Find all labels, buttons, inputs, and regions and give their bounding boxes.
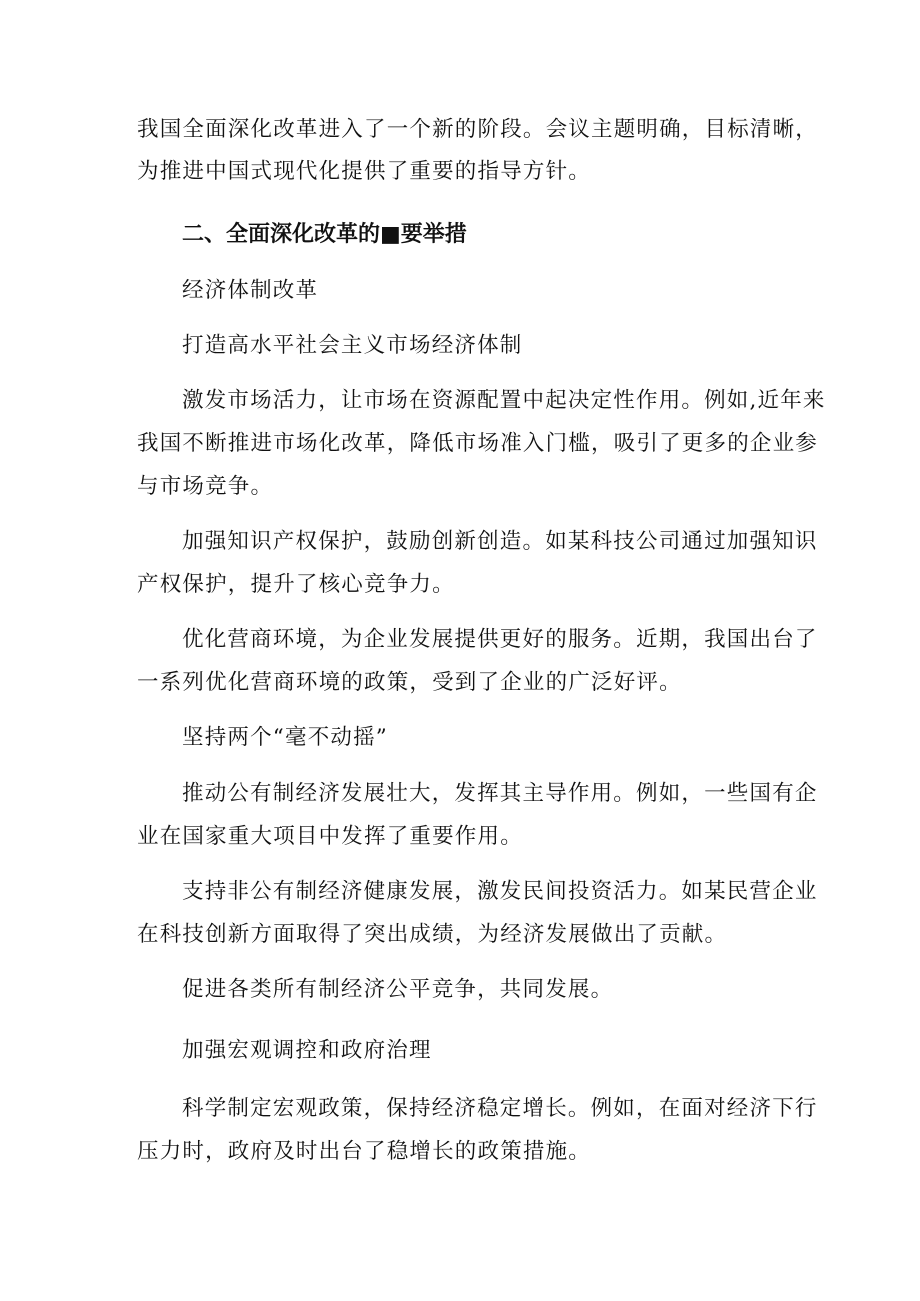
paragraph-line: 在科技创新方面取得了突出成绩，为经济发展做出了贡献。 — [137, 922, 728, 947]
subheading: 加强宏观调控和政府治理 — [182, 1038, 432, 1063]
subheading: 坚持两个“毫不动摇” — [182, 725, 388, 750]
paragraph-line: 科学制定宏观政策，保持经济稳定增长。例如，在面对经济下行 — [182, 1096, 818, 1121]
paragraph-line: 促进各类所有制经济公平竞争，共同发展。 — [182, 977, 614, 1002]
paragraph-line: 业在国家重大项目中发挥了重要作用。 — [137, 824, 523, 849]
section-heading: 二、全面深化改革的■要举措 — [182, 222, 467, 247]
paragraph-line: 与市场竞争。 — [137, 474, 274, 499]
paragraph-line: 为推进中国式现代化提供了重要的指导方针。 — [137, 159, 592, 184]
subheading: 打造高水平社会主义市场经济体制 — [182, 333, 523, 358]
paragraph-line: 优化营商环境，为企业发展提供更好的服务。近期，我国出台了 — [182, 627, 818, 652]
paragraph-line: 推动公有制经济发展壮大，发挥其主导作用。例如，一些国有企 — [182, 781, 818, 806]
paragraph-line: 一系列优化营商环境的政策，受到了企业的广泛好评。 — [137, 670, 682, 695]
paragraph-line: 我国不断推进市场化改革，降低市场准入门槛，吸引了更多的企业参 — [137, 431, 819, 456]
paragraph-line: 产权保护，提升了核心竞争力。 — [137, 572, 455, 597]
paragraph-line: 我国全面深化改革进入了一个新的阶段。会议主题明确，目标清晰， — [137, 117, 819, 142]
paragraph-line: 支持非公有制经济健康发展，激发民间投资活力。如某民营企业 — [182, 879, 818, 904]
paragraph-line: 压力时，政府及时出台了稳增长的政策措施。 — [137, 1139, 592, 1164]
subheading: 经济体制改革 — [182, 278, 319, 303]
paragraph-line: 加强知识产权保护，鼓励创新创造。如某科技公司通过加强知识 — [182, 529, 818, 554]
paragraph-line: 激发市场活力，让市场在资源配置中起决定性作用。例如,近年来 — [182, 388, 826, 413]
